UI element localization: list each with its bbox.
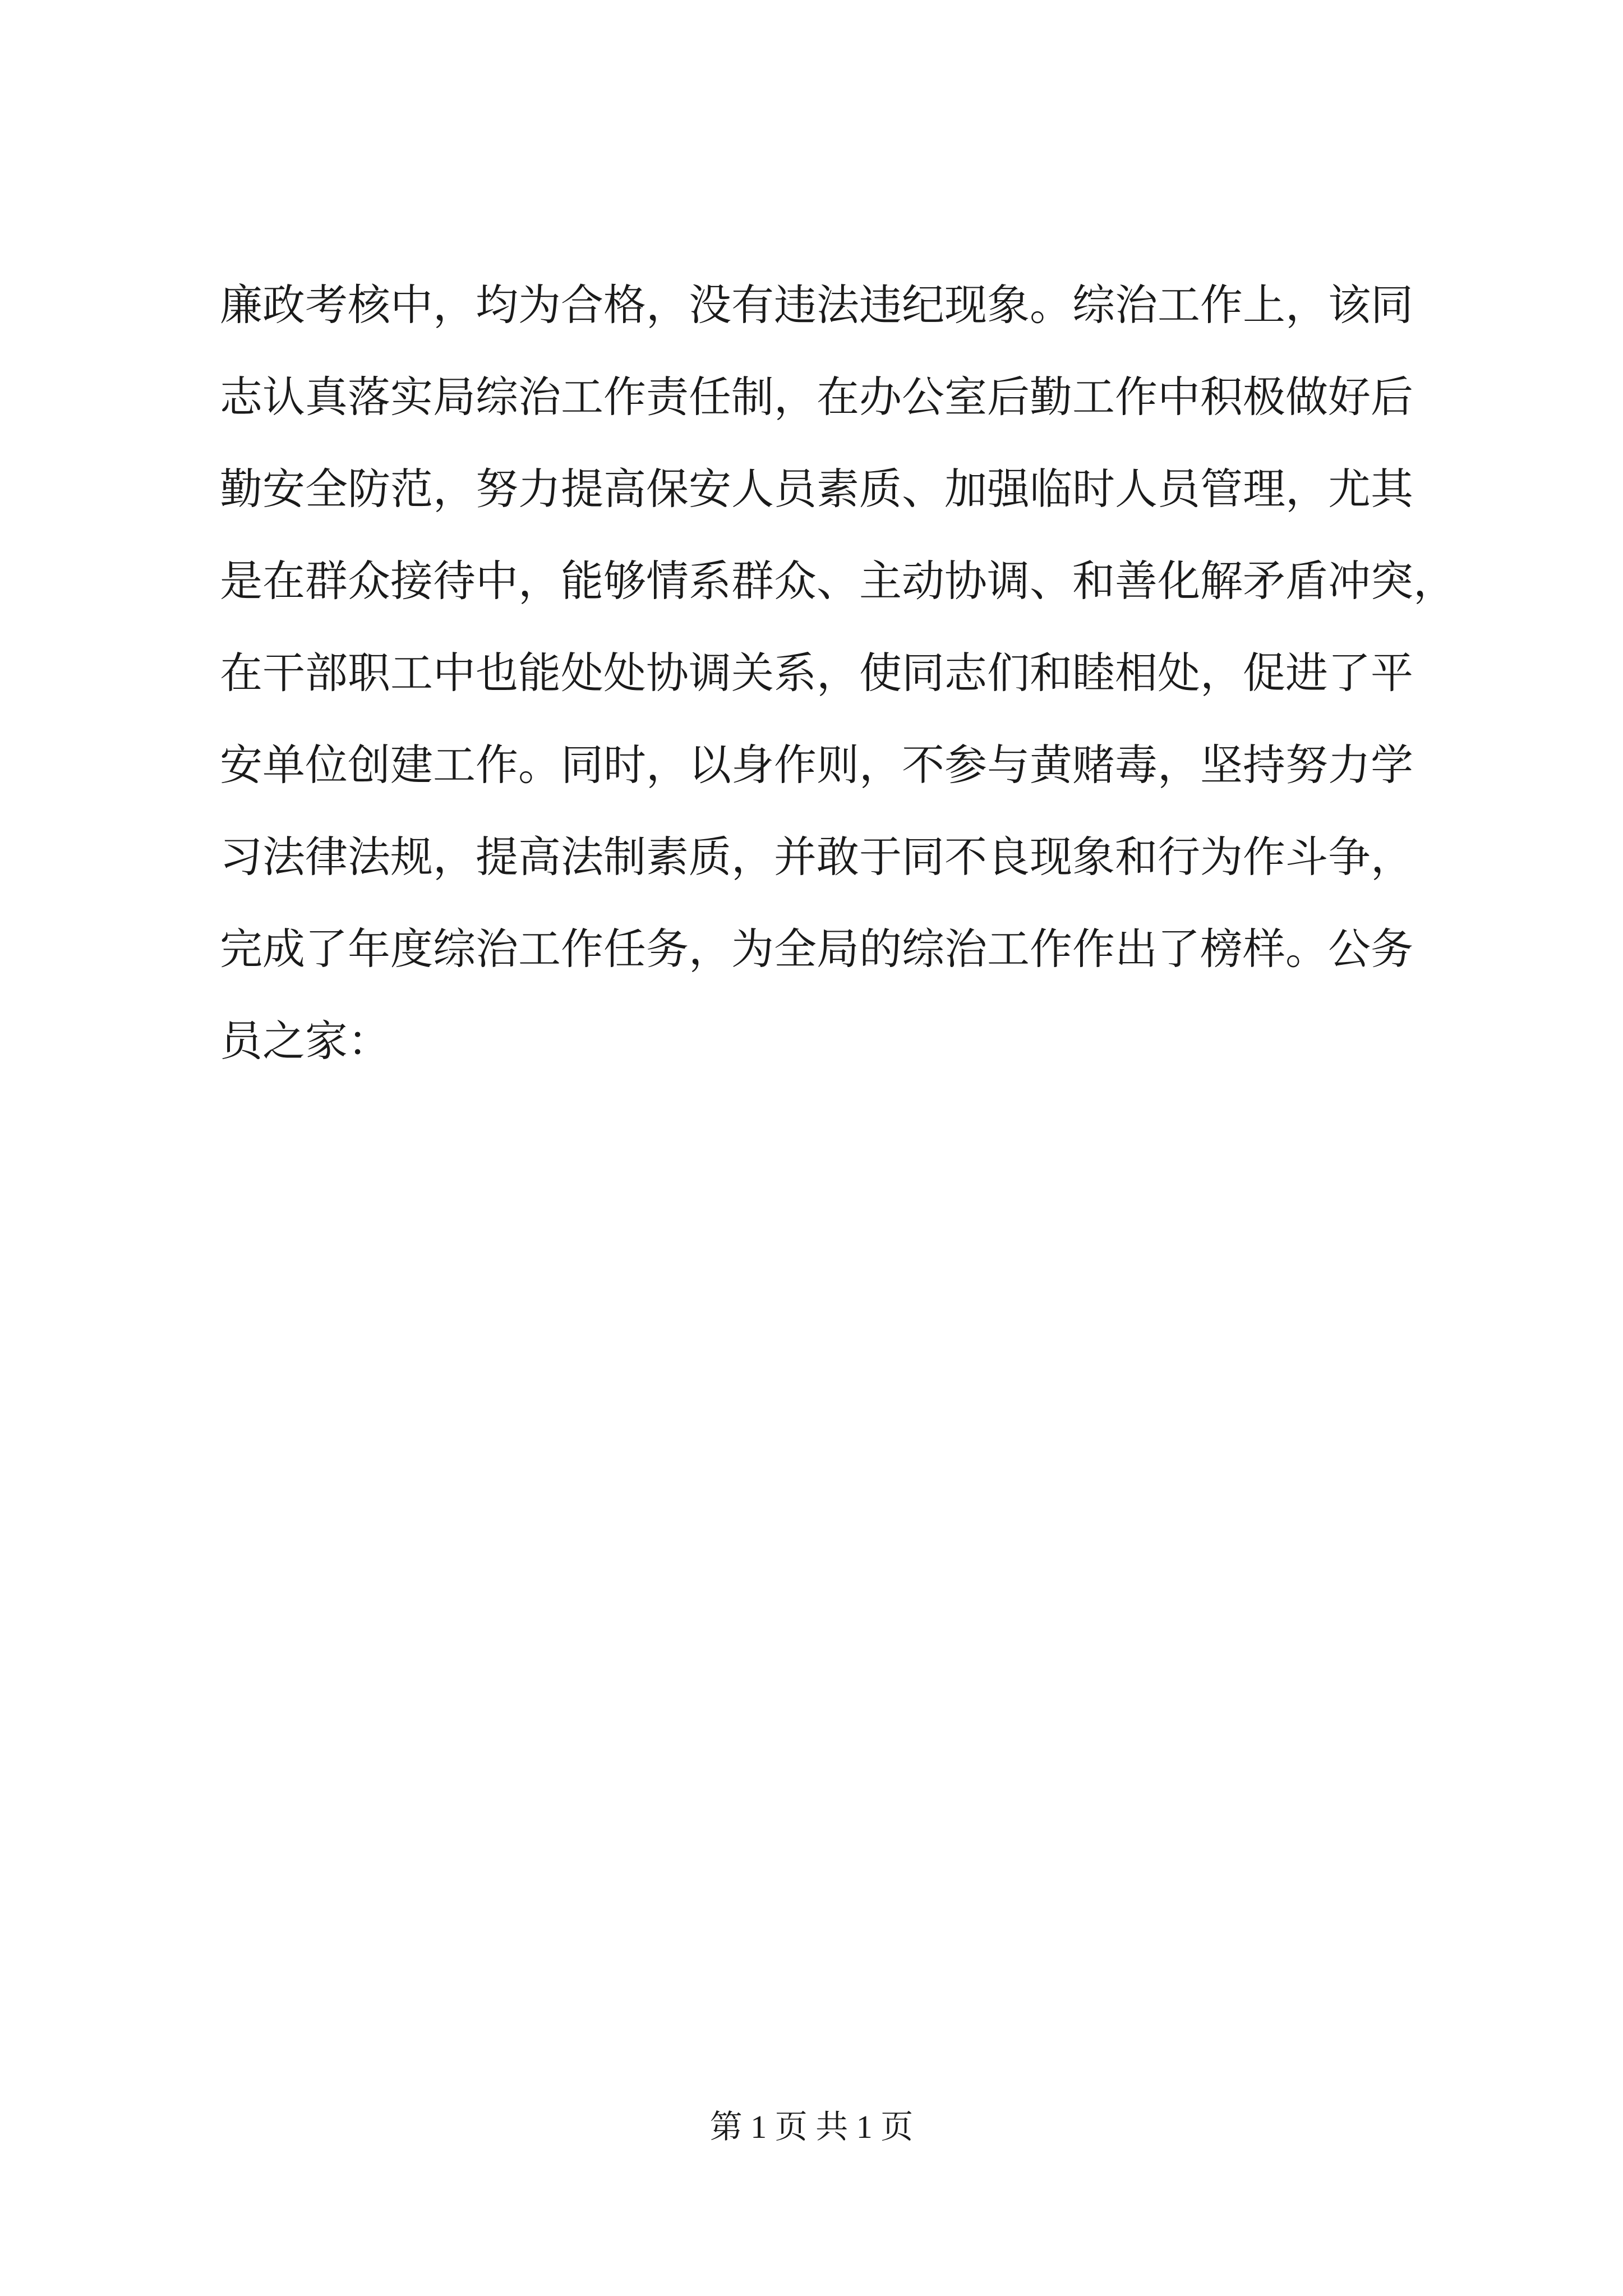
paragraph-line: 是在群众接待中，能够情系群众、主动协调、和善化解矛盾冲突，: [220, 556, 1456, 606]
paragraph-line: 员之家：: [220, 1016, 390, 1066]
paragraph-line: 在干部职工中也能处处协调关系，使同志们和睦相处，促进了平: [220, 648, 1413, 698]
paragraph-line: 志认真落实局综治工作责任制，在办公室后勤工作中积极做好后: [220, 372, 1413, 422]
paragraph-line: 习法律法规，提高法制素质，并敢于同不良现象和行为作斗争，: [220, 832, 1413, 882]
paragraph-line: 廉政考核中，均为合格，没有违法违纪现象。综治工作上，该同: [220, 280, 1413, 330]
page-footer: 第 1 页 共 1 页: [709, 2109, 914, 2145]
paragraph-line: 勤安全防范，努力提高保安人员素质、加强临时人员管理，尤其: [220, 464, 1413, 514]
paragraph-line: 安单位创建工作。同时，以身作则，不参与黄赌毒，坚持努力学: [220, 740, 1413, 790]
paragraph-line: 完成了年度综治工作任务，为全局的综治工作作出了榜样。公务: [220, 924, 1413, 974]
body-paragraph: [220, 259, 1456, 1087]
